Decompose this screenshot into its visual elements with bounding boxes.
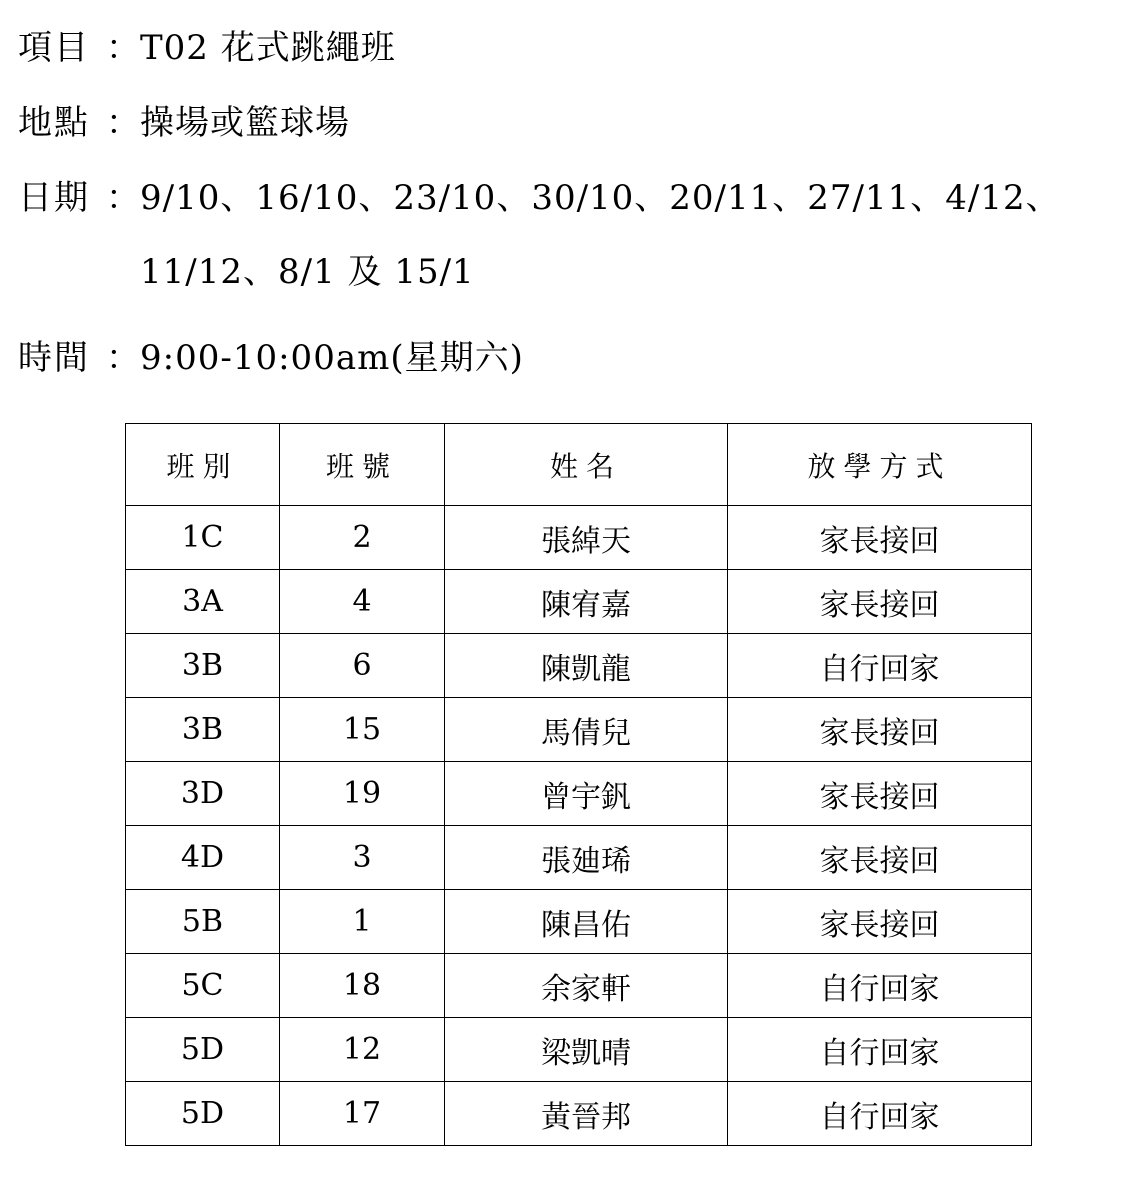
student-roster-table — [125, 423, 1032, 1146]
cell-dismissal-method: 自行回家 — [728, 1018, 1032, 1082]
cell-dismissal-method: 自行回家 — [728, 634, 1032, 698]
cell-dismissal-method: 家長接回 — [728, 570, 1032, 634]
info-row-item — [18, 22, 1128, 74]
cell-class-number: 12 — [280, 1018, 445, 1082]
info-row-time — [18, 332, 1128, 384]
course-info — [18, 22, 1128, 407]
header-class: 班別 — [126, 424, 280, 506]
info-value-time: 9:00-10:00am(星期六) — [140, 338, 524, 378]
cell-name: 馬倩兒 — [445, 698, 728, 762]
cell-class: 4D — [126, 826, 280, 890]
cell-class-number: 6 — [280, 634, 445, 698]
cell-name: 張綽天 — [445, 506, 728, 570]
table-row — [126, 698, 1032, 762]
cell-class: 5C — [126, 954, 280, 1018]
table-row — [126, 634, 1032, 698]
cell-class: 3B — [126, 698, 280, 762]
cell-name: 余家軒 — [445, 954, 728, 1018]
cell-class: 5B — [126, 890, 280, 954]
cell-dismissal-method: 家長接回 — [728, 506, 1032, 570]
info-row-dates — [18, 172, 1128, 309]
table-header-row — [126, 424, 1032, 506]
info-value-item: T02 花式跳繩班 — [140, 28, 396, 68]
cell-class: 5D — [126, 1018, 280, 1082]
info-colon: ： — [106, 103, 140, 143]
info-colon: ： — [106, 178, 140, 218]
cell-class-number: 1 — [280, 890, 445, 954]
cell-name: 陳宥嘉 — [445, 570, 728, 634]
cell-name: 張廸琋 — [445, 826, 728, 890]
info-colon: ： — [106, 28, 140, 68]
header-dismissal-method: 放學方式 — [728, 424, 1032, 506]
cell-class-number: 15 — [280, 698, 445, 762]
info-label-dates: 日期 — [18, 178, 90, 218]
cell-name: 梁凱晴 — [445, 1018, 728, 1082]
info-label-location: 地點 — [18, 103, 90, 143]
cell-class-number: 18 — [280, 954, 445, 1018]
cell-class-number: 2 — [280, 506, 445, 570]
cell-dismissal-method: 家長接回 — [728, 762, 1032, 826]
table-row — [126, 1018, 1032, 1082]
cell-class-number: 4 — [280, 570, 445, 634]
cell-dismissal-method: 自行回家 — [728, 1082, 1032, 1146]
cell-class-number: 17 — [280, 1082, 445, 1146]
cell-dismissal-method: 家長接回 — [728, 890, 1032, 954]
info-value-location: 操場或籃球場 — [140, 103, 350, 143]
info-label-item: 項目 — [18, 28, 90, 68]
info-value-dates: 9/10、16/10、23/10、30/10、20/11、27/11、4/12、 11/12、8/1 及 15/1 — [140, 178, 1061, 292]
cell-dismissal-method: 家長接回 — [728, 698, 1032, 762]
cell-class-number: 3 — [280, 826, 445, 890]
cell-name: 陳凱龍 — [445, 634, 728, 698]
cell-name: 陳昌佑 — [445, 890, 728, 954]
table-row — [126, 1082, 1032, 1146]
info-label-time: 時間 — [18, 338, 90, 378]
cell-class: 3B — [126, 634, 280, 698]
info-row-location — [18, 97, 1128, 149]
cell-class: 5D — [126, 1082, 280, 1146]
cell-class: 3D — [126, 762, 280, 826]
header-class-number: 班號 — [280, 424, 445, 506]
cell-class: 1C — [126, 506, 280, 570]
cell-name: 曾宇釩 — [445, 762, 728, 826]
table-row — [126, 890, 1032, 954]
header-name: 姓名 — [445, 424, 728, 506]
table-row — [126, 826, 1032, 890]
cell-class-number: 19 — [280, 762, 445, 826]
cell-class: 3A — [126, 570, 280, 634]
table-row — [126, 954, 1032, 1018]
cell-dismissal-method: 家長接回 — [728, 826, 1032, 890]
table-row — [126, 506, 1032, 570]
cell-name: 黃晉邦 — [445, 1082, 728, 1146]
cell-dismissal-method: 自行回家 — [728, 954, 1032, 1018]
table-row — [126, 570, 1032, 634]
info-colon: ： — [106, 338, 140, 378]
table-row — [126, 762, 1032, 826]
